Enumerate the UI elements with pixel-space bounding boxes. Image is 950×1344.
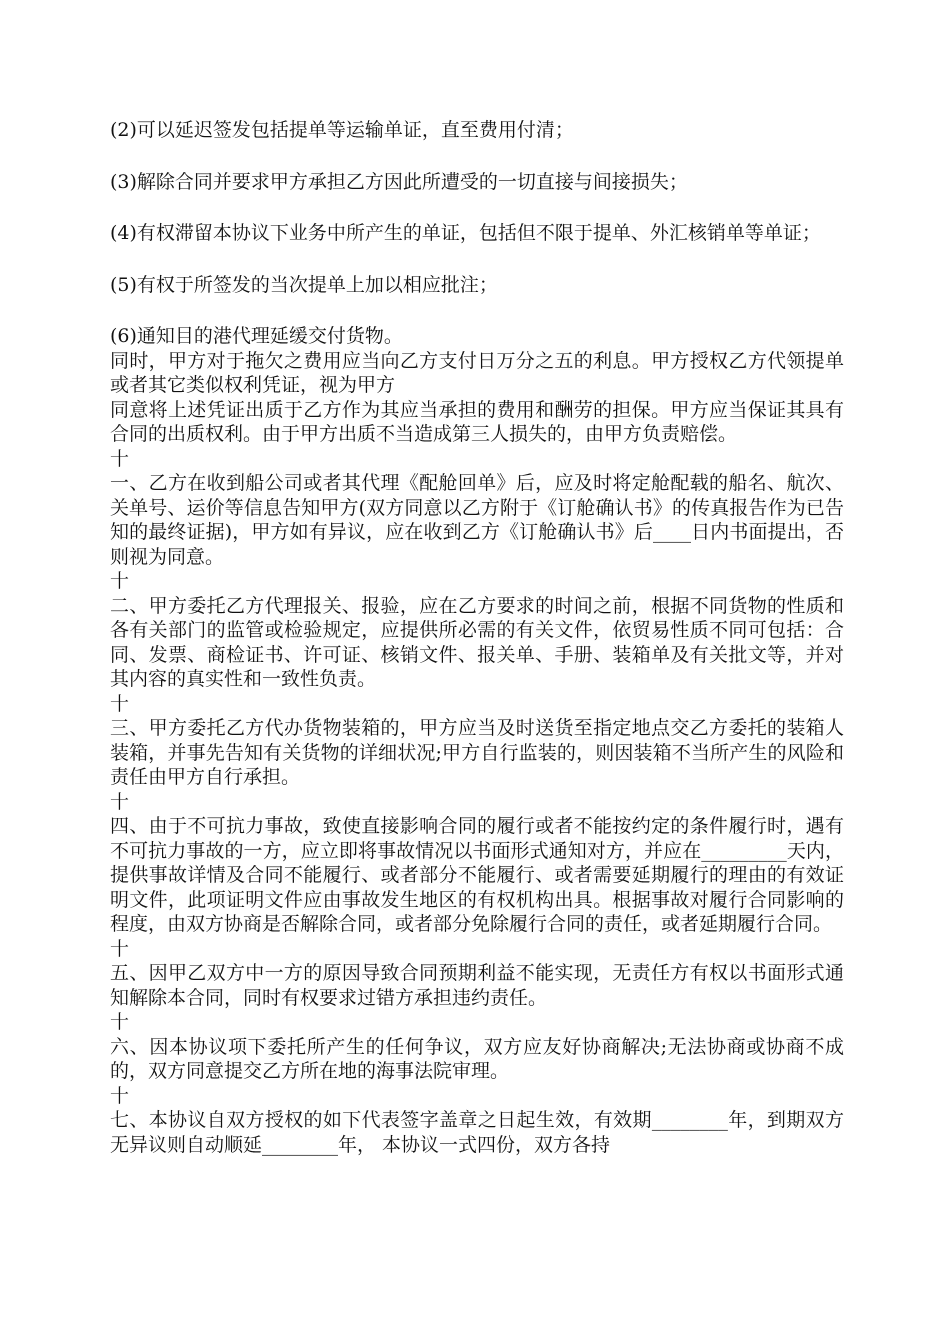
clause-marker: 十 bbox=[110, 692, 130, 715]
paragraph: 同意将上述凭证出质于乙方作为其应当承担的费用和酬劳的担保。甲方应当保证其具有合同的出质权利。由于甲方出质不当造成第三人损失的，由甲方负责赔偿。 bbox=[110, 398, 844, 445]
paragraph: (3)解除合同并要求甲方承担乙方因此所遭受的一切直接与间接损失； bbox=[110, 170, 688, 193]
paragraph: 一、乙方在收到船公司或者其代理《配舱回单》后，应及时将定舱配载的船名、航次、关单号、运价等信息告知甲方(双方同意以乙方附于《订舱确认书》的传真报告作为已告知的最终证据)，甲方如有异议，应在收到乙方《订舱确认书》后____日内书面提出，否则视为同意。 bbox=[110, 472, 844, 568]
paragraph: 二、甲方委托乙方代理报关、报验，应在乙方要求的时间之前，根据不同货物的性质和各有关部门的监管或检验规定，应提供所必需的有关文件，依贸易性质不同可包括：合同、发票、商检证书、许可证、核销文件、报关单、手册、装箱单及有关批文等，并对其内容的真实性和一致性负责。 bbox=[110, 594, 844, 690]
paragraph: (5)有权于所签发的当次提单上加以相应批注； bbox=[110, 273, 498, 296]
clause-marker: 十 bbox=[110, 1011, 130, 1033]
document-body bbox=[110, 118, 844, 1157]
paragraph: 七、本协议自双方授权的如下代表签字盖章之日起生效，有效期________年，到期双方无异议则自动顺延________年， 本协议一式四份，双方各持 bbox=[110, 1109, 844, 1156]
paragraph: (4)有权滞留本协议下业务中所产生的单证，包括但不限于提单、外汇核销单等单证； bbox=[110, 222, 821, 244]
clause-marker: 十 bbox=[110, 570, 130, 592]
paragraph: 五、因甲乙双方中一方的原因导致合同预期利益不能实现，无责任方有权以书面形式通知解除本合同，同时有权要求过错方承担违约责任。 bbox=[110, 962, 844, 1009]
clause-marker: 十 bbox=[110, 1084, 130, 1107]
paragraph: 六、因本协议项下委托所产生的任何争议，双方应友好协商解决;无法协商或协商不成的，双方同意提交乙方所在地的海事法院审理。 bbox=[110, 1035, 844, 1082]
clause-marker: 十 bbox=[110, 447, 130, 470]
clause-marker: 十 bbox=[110, 790, 130, 813]
paragraph: 同时，甲方对于拖欠之费用应当向乙方支付日万分之五的利息。甲方授权乙方代领提单或者其它类似权利凭证，视为甲方 bbox=[110, 349, 844, 396]
clause-marker: 十 bbox=[110, 937, 130, 960]
paragraph: (6)通知目的港代理延缓交付货物。 bbox=[110, 325, 403, 347]
paragraph: 三、甲方委托乙方代办货物装箱的，甲方应当及时送货至指定地点交乙方委托的装箱人装箱，并事先告知有关货物的详细状况;甲方自行监装的，则因装箱不当所产生的风险和责任由甲方自行承担。 bbox=[110, 717, 844, 788]
paragraph: (2)可以延迟签发包括提单等运输单证，直至费用付清； bbox=[110, 119, 574, 141]
paragraph: 四、由于不可抗力事故，致使直接影响合同的履行或者不能按约定的条件履行时，遇有不可抗力事故的一方，应立即将事故情况以书面形式通知对方，并应在_________天内，提供事故详情及合同不能履行、或者部分不能履行、或者需要延期履行的理由的有效证明文件，此项证明文件应由事故发生地区的有权机构出具。根据事故对履行合同影响的程度，由双方协商是否解除合同，或者部分免除履行合同的责任，或者延期履行合同。 bbox=[110, 815, 844, 935]
